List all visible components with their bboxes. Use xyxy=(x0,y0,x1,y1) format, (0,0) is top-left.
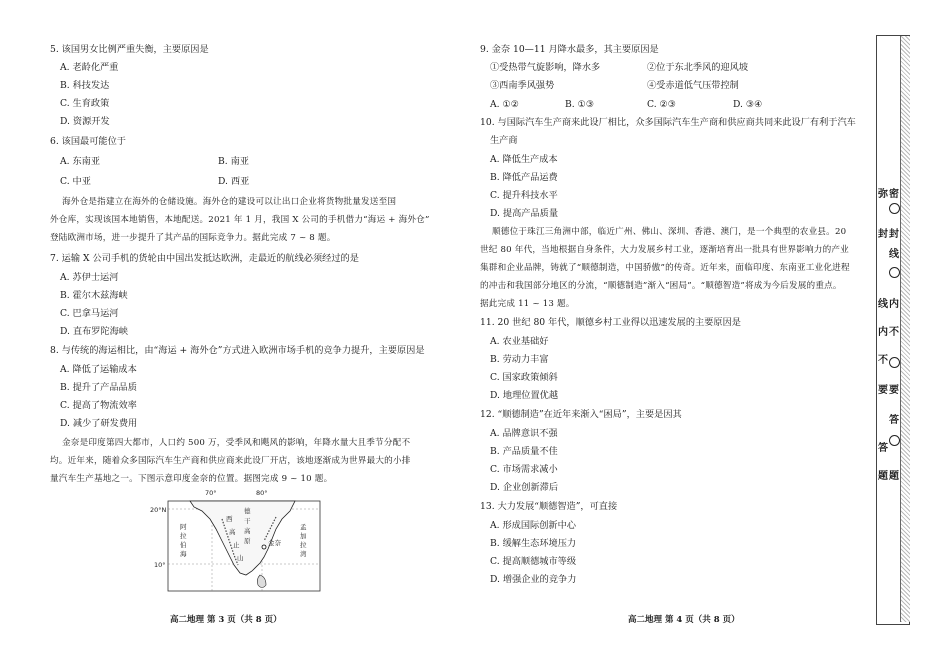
seal-line-strip xyxy=(876,35,910,625)
option-5c: C. 生育政策 xyxy=(60,98,110,109)
chennai-location-map xyxy=(150,489,330,601)
seal-col2-char8: 题 xyxy=(889,471,899,482)
deccan-char4: 原 xyxy=(244,537,251,545)
seal-circle-2 xyxy=(889,267,900,278)
arabian-sea-char3: 伯 xyxy=(180,541,187,549)
question-5: 5. 该国男女比例严重失衡，主要原因是 xyxy=(50,44,209,55)
lat-10-label: 10° xyxy=(154,561,166,569)
passage-11-13-line4: 的冲击和我国部分地区的分流，“顺德制造”渐入“困局”。“顺德智造”将成为今后发展的重点。 xyxy=(480,281,842,291)
chennai-marker xyxy=(262,545,266,549)
deccan-char1: 德 xyxy=(244,507,251,515)
arabian-sea-char2: 拉 xyxy=(180,532,187,540)
arabian-sea-char4: 海 xyxy=(180,550,187,558)
seal-col1-char1: 弥 xyxy=(878,189,888,200)
passage-9-10-line3: 量汽车生产基地之一。下图示意印度金奈的位置。据图完成 9 ~ 10 题。 xyxy=(50,474,333,484)
question-7: 7. 运输 X 公司手机的货轮由中国出发抵达欧洲，走最近的航线必须经过的是 xyxy=(50,253,359,264)
seal-col1-char4: 内 xyxy=(878,327,888,338)
option-8d: D. 减少了研发费用 xyxy=(60,418,138,429)
option-12b: B. 产品质量不佳 xyxy=(490,446,558,457)
option-9c: C. ②③ xyxy=(647,99,677,110)
option-12c: C. 市场需求减小 xyxy=(490,464,558,475)
passage-7-8-line2: 外仓库，实现该国本地销售，本地配送。2021 年 1 月，我国 X 公司的手机借力“海运 + 海外仓” xyxy=(50,215,430,225)
option-6a: A. 东南亚 xyxy=(60,156,101,167)
question-6: 6. 该国最可能位于 xyxy=(50,136,126,147)
option-12d: D. 企业创新滞后 xyxy=(490,482,559,493)
deccan-char2: 干 xyxy=(244,517,251,525)
seal-col1-char5: 不 xyxy=(878,355,888,366)
question-10-line1: 10. 与国际汽车生产商来此设厂相比，众多国际汽车生产商和供应商共同来此设厂有利于汽车 xyxy=(480,117,856,128)
seal-col2-char7: 答 xyxy=(889,415,899,426)
option-10a: A. 降低生产成本 xyxy=(490,154,558,165)
option-11a: A. 农业基础好 xyxy=(490,336,549,347)
option-8a: A. 降低了运输成本 xyxy=(60,364,137,375)
bay-of-bengal-char2: 加 xyxy=(300,532,307,540)
passage-9-10-line2: 均。近年来，随着众多国际汽车生产商和供应商来此设厂开店，该地逐渐成为世界最大的小排 xyxy=(50,456,411,466)
option-7b: B. 霍尔木兹海峡 xyxy=(60,290,128,301)
page-footer-left: 高二地理 第 3 页（共 8 页） xyxy=(170,615,282,625)
passage-9-10-line1: 金奈是印度第四大都市，人口约 500 万，受季风和飓风的影响，年降水量大且季节分配不 xyxy=(62,438,411,448)
deccan-char3: 高 xyxy=(244,527,251,535)
question-10-line2: 生产商 xyxy=(490,135,518,146)
option-11d: D. 地理位置优越 xyxy=(490,390,559,401)
chennai-label: 金奈 xyxy=(268,539,281,547)
option-9b: B. ①③ xyxy=(565,99,595,110)
bay-of-bengal-char3: 拉 xyxy=(300,541,307,549)
option-10d: D. 提高产品质量 xyxy=(490,208,559,219)
question-12: 12. “顺德制造”在近年来渐入“困局”，主要是因其 xyxy=(480,409,682,420)
arabian-sea-char1: 阿 xyxy=(180,523,187,531)
option-9a: A. ①② xyxy=(490,99,519,110)
option-13a: A. 形成国际创新中心 xyxy=(490,520,576,531)
option-5a: A. 老龄化严重 xyxy=(60,62,119,73)
west-ghats-char4: 山 xyxy=(237,554,244,562)
page-footer-right: 高二地理 第 4 页（共 8 页） xyxy=(628,615,740,625)
seal-col2-char4: 内 xyxy=(889,299,899,310)
question-11: 11. 20 世纪 80 年代，顺德乡村工业得以迅速发展的主要原因是 xyxy=(480,317,741,328)
option-7a: A. 苏伊士运河 xyxy=(60,272,119,283)
seal-col1-char2: 封 xyxy=(878,229,888,240)
lat-20-label: 20°N xyxy=(150,506,167,514)
seal-col1-char6: 要 xyxy=(878,385,888,396)
india-map-svg xyxy=(150,489,330,601)
option-5d: D. 资源开发 xyxy=(60,116,110,127)
seal-col2-char1: 密 xyxy=(889,189,899,200)
option-5b: B. 科技发达 xyxy=(60,80,110,91)
seal-circle-3 xyxy=(889,357,900,368)
seal-col1-char8: 题 xyxy=(878,471,888,482)
west-ghats-char2: 高 xyxy=(229,528,236,536)
seal-hatch xyxy=(900,36,910,622)
question-8: 8. 与传统的海运相比，由“海运 + 海外仓”方式进入欧洲市场手机的竞争力提升，主要原因是 xyxy=(50,345,425,356)
seal-circle-1 xyxy=(889,203,900,214)
seal-col1-char3: 线 xyxy=(878,299,888,310)
option-13d: D. 增强企业的竞争力 xyxy=(490,574,577,585)
bay-of-bengal-char1: 孟 xyxy=(300,523,307,531)
option-8c: C. 提高了物流效率 xyxy=(60,400,137,411)
west-ghats-char1: 西 xyxy=(226,515,233,523)
option-12a: A. 品牌意识不强 xyxy=(490,428,558,439)
option-7c: C. 巴拿马运河 xyxy=(60,308,119,319)
option-9d: D. ③④ xyxy=(733,99,763,110)
seal-col2-char3: 线 xyxy=(889,249,899,260)
option-11b: B. 劳动力丰富 xyxy=(490,354,549,365)
option-8b: B. 提升了产品品质 xyxy=(60,382,137,393)
seal-col2-char2: 封 xyxy=(889,229,899,240)
passage-11-13-line5: 据此完成 11 ~ 13 题。 xyxy=(480,299,575,309)
west-ghats-char3: 止 xyxy=(233,541,240,549)
option-6b: B. 南亚 xyxy=(218,156,249,167)
seal-col1-char7: 答 xyxy=(878,443,888,454)
bay-of-bengal-char4: 湾 xyxy=(300,550,307,558)
lon-70-label: 70° xyxy=(205,489,217,497)
statement-9-3: ③西南季风强势 xyxy=(490,80,555,91)
seal-col2-char5: 不 xyxy=(889,327,899,338)
option-7d: D. 直布罗陀海峡 xyxy=(60,326,129,337)
passage-11-13-line3: 集群和企业品牌，铸就了“顺德制造，中国骄傲”的传奇。近年来，面临印度、东南亚工业化进程 xyxy=(480,263,850,273)
statement-9-1: ①受热带气旋影响，降水多 xyxy=(490,62,601,73)
statement-9-4: ④受赤道低气压带控制 xyxy=(647,80,739,91)
option-11c: C. 国家政策倾斜 xyxy=(490,372,558,383)
passage-11-13-line1: 顺德位于珠江三角洲中部，临近广州、佛山、深圳、香港、澳门，是一个典型的农业县。20 xyxy=(492,227,847,237)
option-10b: B. 降低产品运费 xyxy=(490,172,558,183)
passage-11-13-line2: 世纪 80 年代，当地根据自身条件，大力发展乡村工业，逐渐培育出一批具有世界影响力的产业 xyxy=(480,245,849,255)
passage-7-8-line1: 海外仓是指建立在海外的仓储设施。海外仓的建设可以让出口企业将货物批量发送至国 xyxy=(62,197,397,207)
option-10c: C. 提升科技水平 xyxy=(490,190,558,201)
option-6d: D. 西亚 xyxy=(218,176,250,187)
option-13b: B. 缓解生态环境压力 xyxy=(490,538,577,549)
question-9: 9. 金奈 10—11 月降水最多，其主要原因是 xyxy=(480,44,659,55)
option-13c: C. 提高顺德城市等级 xyxy=(490,556,577,567)
seal-col2-char6: 要 xyxy=(889,385,899,396)
passage-7-8-line3: 登陆欧洲市场，进一步提升了其产品的国际竞争力。据此完成 7 ~ 8 题。 xyxy=(50,233,336,243)
statement-9-2: ②位于东北季风的迎风坡 xyxy=(647,62,749,73)
lon-80-label: 80° xyxy=(256,489,268,497)
seal-circle-4 xyxy=(889,435,900,446)
option-6c: C. 中亚 xyxy=(60,176,91,187)
question-13: 13. 大力发展“顺德智造”，可直接 xyxy=(480,501,618,512)
